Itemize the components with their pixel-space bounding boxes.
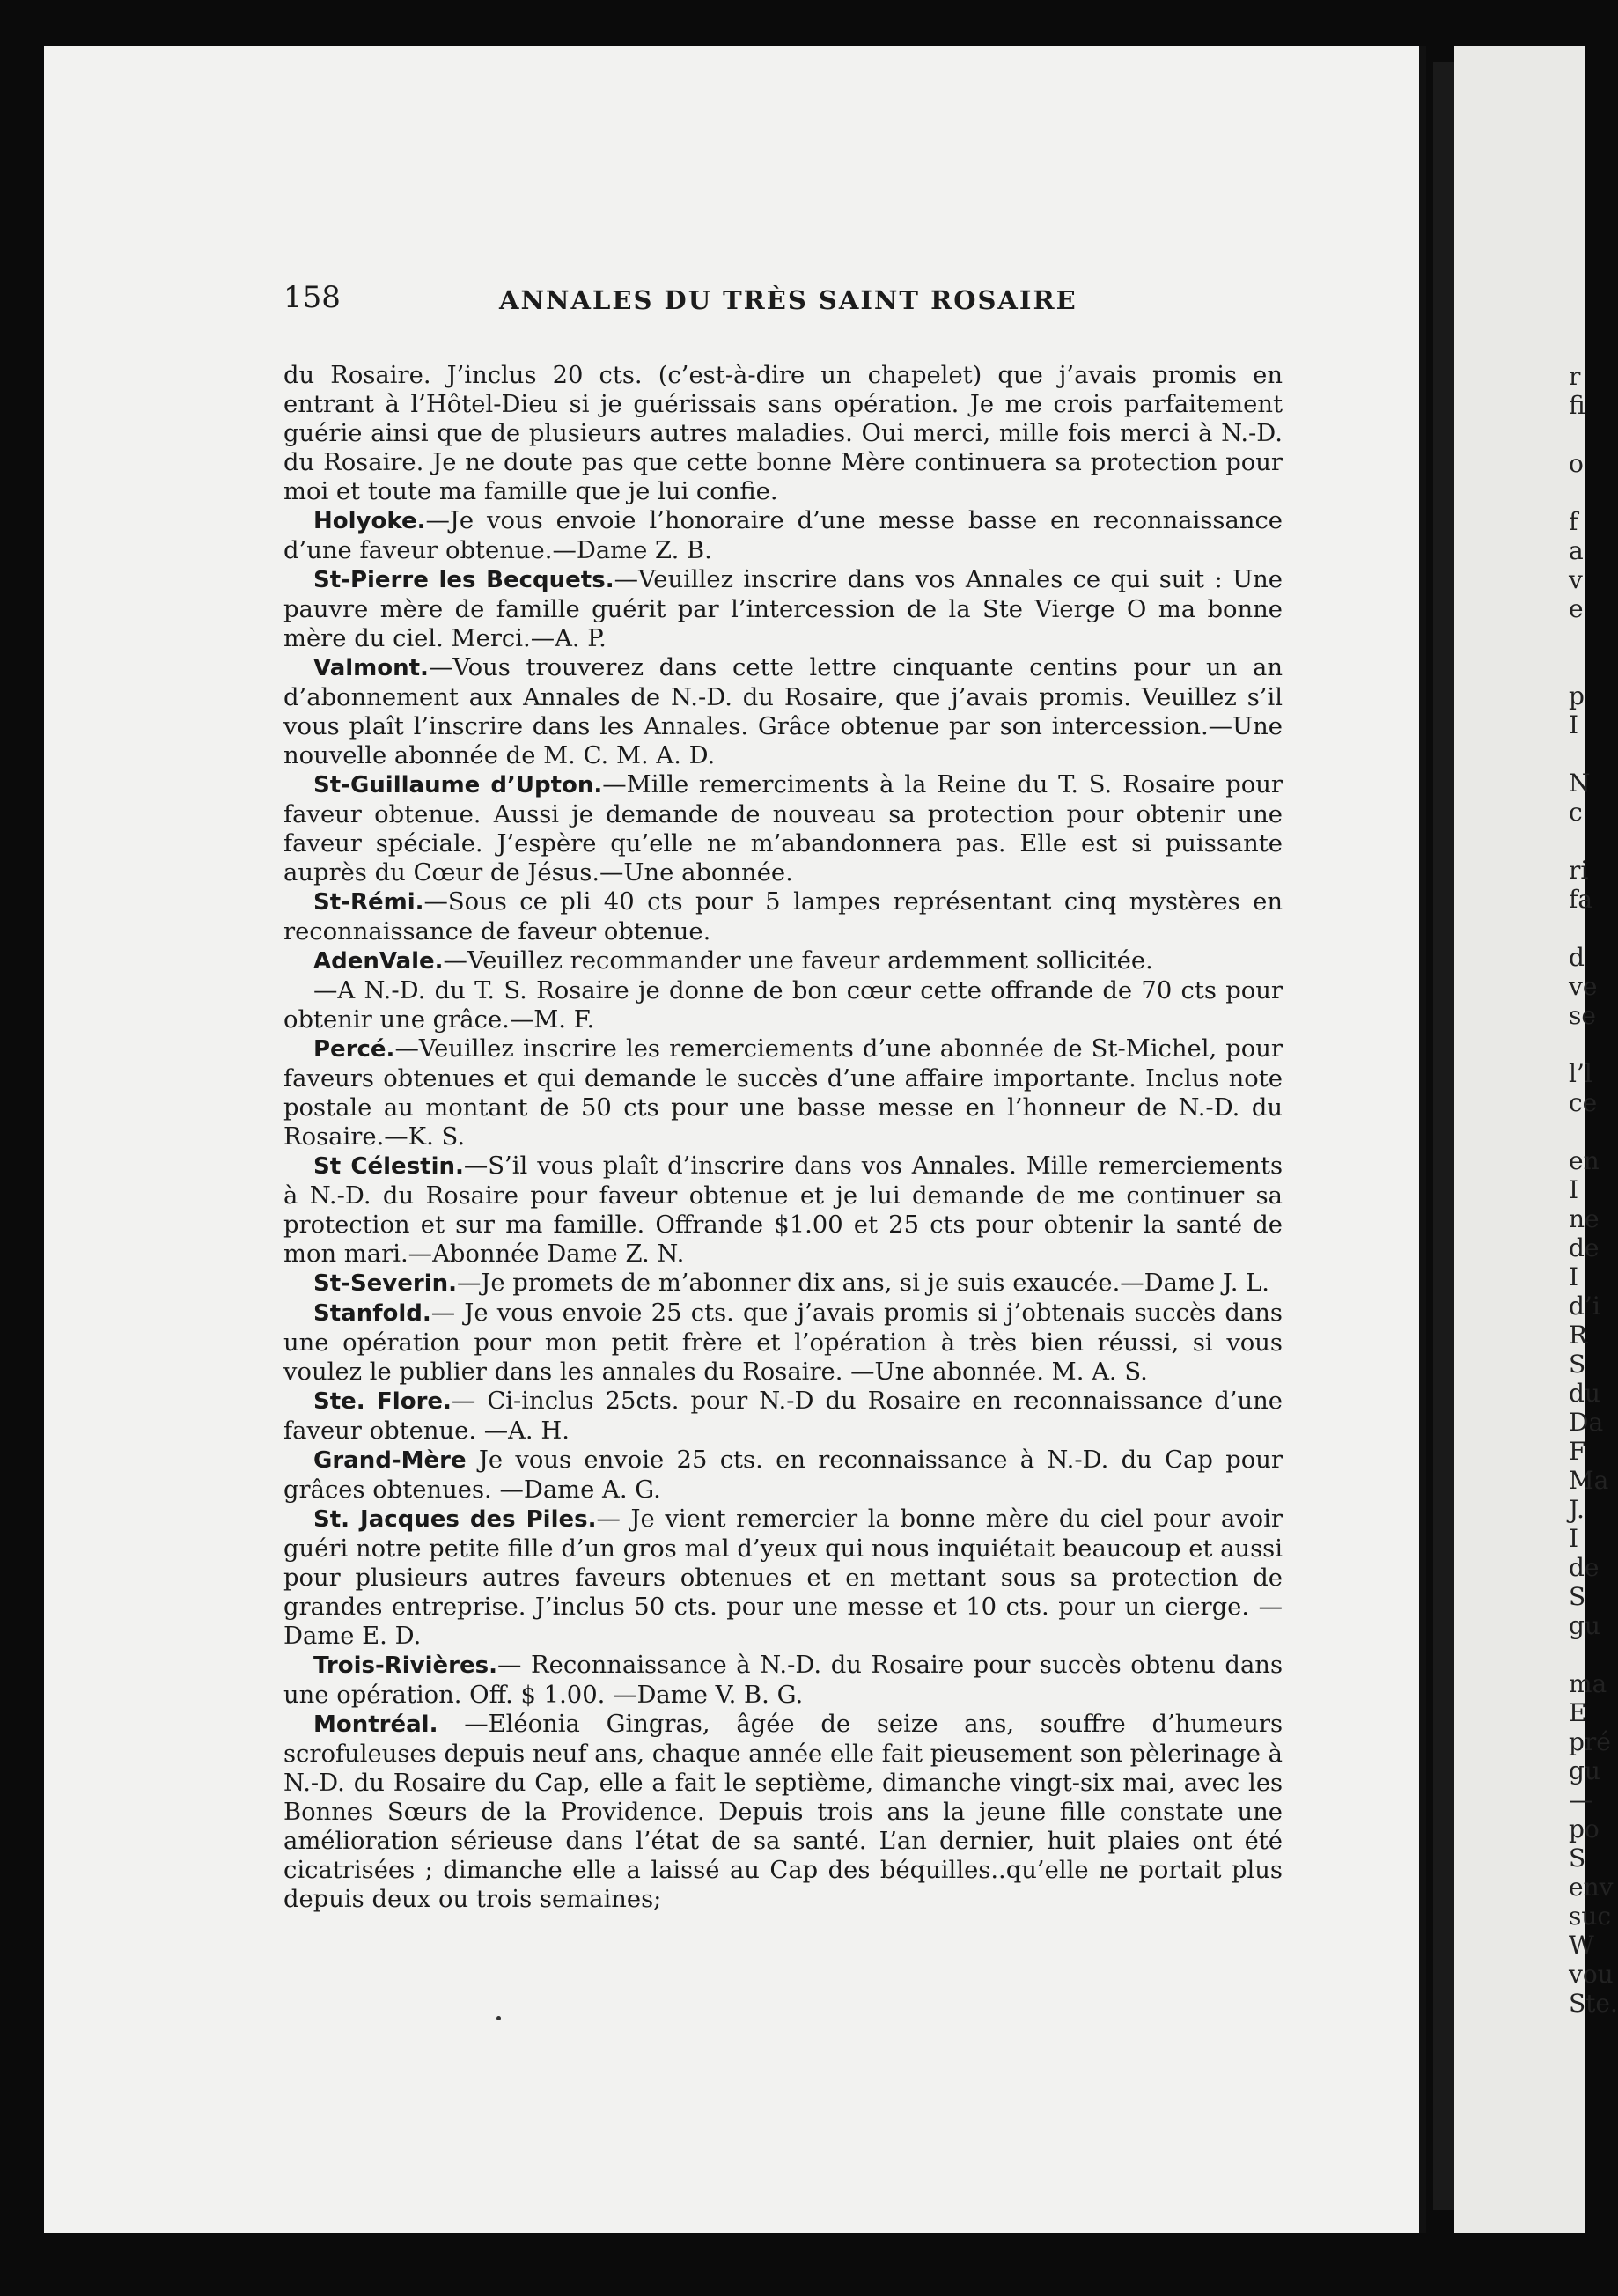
facing-page-fragment: R bbox=[1569, 1321, 1588, 1350]
entry-text: —Vous trouverez dans cette lettre cinquante centins pour un an d’abonnement aux Annales de N.-D. du Rosaire, que j’avais promis. Veuillez s’il vous plaît l’inscrire dans les Annales. Grâce obtenue par son intercession.—Une nouvelle abonnée de M. C. M. A. D. bbox=[283, 654, 1283, 769]
facing-page-fragment: I bbox=[1569, 1175, 1579, 1204]
entry-text: —Sous ce pli 40 cts pour 5 lampes représentant cinq mystères en reconnaissance de faveur obtenue. bbox=[283, 888, 1283, 946]
facing-page-fragment: v bbox=[1569, 565, 1583, 594]
facing-page-fragment: en bbox=[1569, 1146, 1600, 1175]
entry-place: Montréal. bbox=[313, 1711, 438, 1738]
page-body bbox=[283, 361, 1283, 1914]
facing-page-fragment: J. bbox=[1569, 1495, 1585, 1524]
facing-page-fragment: suc bbox=[1569, 1902, 1612, 1931]
entry-paragraph bbox=[283, 1710, 1283, 1914]
facing-page-fragment: — bbox=[1569, 1785, 1593, 1814]
facing-page-fragment: gu bbox=[1569, 1611, 1600, 1640]
facing-page-fragment: vou bbox=[1569, 1960, 1614, 1989]
entry-place: Valmont. bbox=[313, 655, 429, 681]
book-gutter bbox=[1433, 62, 1455, 2210]
entry-paragraph bbox=[283, 946, 1283, 976]
entry-paragraph bbox=[283, 1651, 1283, 1710]
entry-place: St-Rémi. bbox=[313, 889, 424, 916]
entry-paragraph bbox=[283, 887, 1283, 946]
facing-page-fragment: env bbox=[1569, 1873, 1614, 1902]
entry-place: Percé. bbox=[313, 1036, 395, 1063]
facing-page-fragment: S bbox=[1569, 1843, 1586, 1873]
entry-text: —Veuillez inscrire les remerciements d’une abonnée de St-Michel, pour faveurs obtenues et qui demande le succès d’une affaire importante. Inclus note postale au montant de 50 cts pour une basse messe en l’honneur de N.-D. du Rosaire.—K. S. bbox=[283, 1035, 1283, 1151]
facing-page-fragment: ve bbox=[1569, 972, 1598, 1001]
entry-paragraph bbox=[283, 1269, 1283, 1299]
entry-paragraph bbox=[283, 976, 1283, 1034]
facing-page-fragment: fi bbox=[1569, 391, 1585, 420]
entry-paragraph bbox=[283, 1034, 1283, 1152]
page-header bbox=[283, 280, 1283, 315]
entry-text: —Mille remerciments à la Reine du T. S. Rosaire pour faveur obtenue. Aussi je demande de nouveau sa protection pour obtenir une faveur spéciale. J’espère qu’elle ne m’abandonnera pas. Elle est si puissante auprès du Cœur de Jésus.—Une abonnée. bbox=[283, 771, 1283, 887]
entry-place: Holyoke. bbox=[313, 508, 426, 534]
facing-page-fragment: gu bbox=[1569, 1756, 1600, 1785]
facing-page-fragment: c bbox=[1569, 798, 1583, 827]
facing-page-fragment: W bbox=[1569, 1931, 1594, 1960]
facing-page-fragment: du bbox=[1569, 1379, 1600, 1408]
opening-paragraph: du Rosaire. J’inclus 20 cts. (c’est-à-dire un chapelet) que j’avais promis en entrant à l’Hôtel-Dieu si je guérissais sans opération. Je me crois parfaitement guérie ainsi que de plusieurs autres maladies. Oui merci, mille fois merci à N.-D. du Rosaire. Je ne doute pas que cette bonne Mère continuera sa protection pour moi et toute ma famille que je lui confie. bbox=[283, 362, 1283, 505]
entry-text: — Je vient remercier la bonne mère du ciel pour avoir guéri notre petite fille d’un gros mal d’yeux qui nous inquiétait beaucoup et aussi pour plusieurs autres faveurs obtenues et en mettant sous sa protection de grandes entreprise. J’inclus 50 cts. pour une messe et 10 cts. pour un cierge. —Dame E. D. bbox=[283, 1505, 1283, 1650]
facing-page-fragment: I bbox=[1569, 1524, 1579, 1553]
entry-place: St-Pierre les Becquets. bbox=[313, 567, 614, 593]
entry-text: —Je vous envoie l’honoraire d’une messe basse en reconnaissance d’une faveur obtenue.—Dame Z. B. bbox=[283, 507, 1283, 564]
ink-speck bbox=[496, 2016, 501, 2020]
facing-page-fragment: o bbox=[1569, 449, 1584, 478]
entry-place: St Célestin. bbox=[313, 1153, 464, 1180]
entry-paragraph bbox=[283, 506, 1283, 565]
facing-page-fragment: fa bbox=[1569, 885, 1593, 914]
facing-page-fragment: N bbox=[1569, 769, 1591, 798]
entry-paragraph bbox=[283, 1387, 1283, 1446]
facing-page-fragment: ce bbox=[1569, 1088, 1598, 1117]
page-number: 158 bbox=[283, 280, 341, 315]
facing-page-fragment: d bbox=[1569, 943, 1585, 972]
entry-place: AdenVale. bbox=[313, 948, 444, 975]
facing-page-fragment: po bbox=[1569, 1814, 1600, 1843]
entry-text: — Ci-inclus 25cts. pour N.-D du Rosaire en reconnaissance d’une faveur obtenue. —A. H. bbox=[283, 1387, 1283, 1445]
entry-place: Ste. Flore. bbox=[313, 1388, 452, 1415]
facing-page-fragment: f bbox=[1569, 507, 1578, 536]
facing-page-fragment: I bbox=[1569, 710, 1579, 740]
entry-text: — Je vous envoie 25 cts. que j’avais promis si j’obtenais succès dans une opération pour mon petit frère et l’opération à très bien réussi, si vous voulez le publier dans les annales du Rosaire. —Une abonnée. M. A. S. bbox=[283, 1299, 1283, 1386]
facing-page-fragment: ma bbox=[1569, 1669, 1607, 1698]
entry-text: —A N.-D. du T. S. Rosaire je donne de bon cœur cette offrande de 70 cts pour obtenir une grâce.—M. F. bbox=[283, 977, 1283, 1034]
entry-text: — Reconnaissance à N.-D. du Rosaire pour succès obtenu dans une opération. Off. $ 1.00. —Dame V. B. G. bbox=[283, 1652, 1283, 1709]
facing-page-fragment: l’l bbox=[1569, 1059, 1592, 1088]
facing-page-fragment: e bbox=[1569, 594, 1584, 623]
entry-paragraph bbox=[283, 770, 1283, 887]
facing-page-fragment: S bbox=[1569, 1350, 1586, 1379]
facing-page-fragment: a bbox=[1569, 536, 1584, 565]
facing-page-fragment: de bbox=[1569, 1553, 1600, 1582]
entry-paragraph bbox=[283, 653, 1283, 770]
entry-text: Je vous envoie 25 cts. en reconnaissance à N.-D. du Cap pour grâces obtenues. —Dame A. G. bbox=[283, 1446, 1283, 1504]
entry-text: —S’il vous plaît d’inscrire dans vos Annales. Mille remerciements à N.-D. du Rosaire pour faveur obtenue et je lui demande de me continuer sa protection et sur ma famille. Offrande $1.00 et 25 cts pour obtenir la santé de mon mari.—Abonnée Dame Z. N. bbox=[283, 1152, 1283, 1268]
entry-text: —Veuillez inscrire dans vos Annales ce qui suit : Une pauvre mère de famille guérit par l’intercession de la Ste Vierge O ma bonne mère du ciel. Merci.—A. P. bbox=[283, 566, 1283, 652]
facing-page-fragment: d’i bbox=[1569, 1292, 1600, 1321]
entry-paragraph bbox=[283, 565, 1283, 653]
facing-page-fragment: Ma bbox=[1569, 1466, 1609, 1495]
entry-paragraph bbox=[283, 1446, 1283, 1505]
facing-page-fragment: se bbox=[1569, 1001, 1596, 1030]
facing-page-fragment: Da bbox=[1569, 1408, 1604, 1437]
entry-place: Grand-Mère bbox=[313, 1447, 467, 1474]
entry-paragraph bbox=[283, 1299, 1283, 1387]
entry-place: St-Guillaume d’Upton. bbox=[313, 772, 603, 798]
entry-paragraph bbox=[283, 1152, 1283, 1269]
facing-page-fragment: ne bbox=[1569, 1204, 1600, 1233]
entry-text: —Eléonia Gingras, âgée de seize ans, souffre d’humeurs scrofuleuses depuis neuf ans, chaque année elle fait pieusement son pèlerinage à N.-D. du Rosaire du Cap, elle a fait le septième, dimanche vingt-six mai, avec les Bonnes Sœurs de la Providence. Depuis trois ans la jeune fille constate une amélioration sérieuse dans l’état de sa santé. L’an dernier, huit plaies ont été cicatrisées ; dimanche elle a laissé au Cap des béquilles..qu’elle ne portait plus depuis deux ou trois semaines; bbox=[283, 1711, 1283, 1913]
entry-text: —Je promets de m’abonner dix ans, si je suis exaucée.—Dame J. L. bbox=[457, 1269, 1270, 1297]
facing-page-fragment: p bbox=[1569, 681, 1585, 710]
entry-place: St. Jacques des Piles. bbox=[313, 1506, 597, 1533]
entry-paragraph bbox=[283, 1505, 1283, 1651]
facing-page-fragment: de bbox=[1569, 1233, 1600, 1262]
facing-page-fragment: Ste. bbox=[1569, 1989, 1618, 2018]
entry-place: St-Severin. bbox=[313, 1270, 458, 1297]
running-title: ANNALES DU TRÈS SAINT ROSAIRE bbox=[499, 285, 1077, 315]
entry-text: —Veuillez recommander une faveur ardemment sollicitée. bbox=[443, 947, 1153, 975]
facing-page-fragment: r bbox=[1569, 362, 1581, 391]
facing-page-fragment: pré bbox=[1569, 1727, 1611, 1756]
facing-page-fragment: I bbox=[1569, 1262, 1579, 1292]
entry-place: Stanfold. bbox=[313, 1300, 431, 1327]
facing-page-fragment: E bbox=[1569, 1698, 1587, 1727]
facing-page-fragment: ri bbox=[1569, 856, 1589, 885]
entry-place: Trois-Rivières. bbox=[313, 1652, 497, 1679]
facing-page-edge bbox=[1454, 46, 1618, 2233]
facing-page-fragment: F bbox=[1569, 1437, 1586, 1466]
facing-page-fragment: S bbox=[1569, 1582, 1586, 1611]
